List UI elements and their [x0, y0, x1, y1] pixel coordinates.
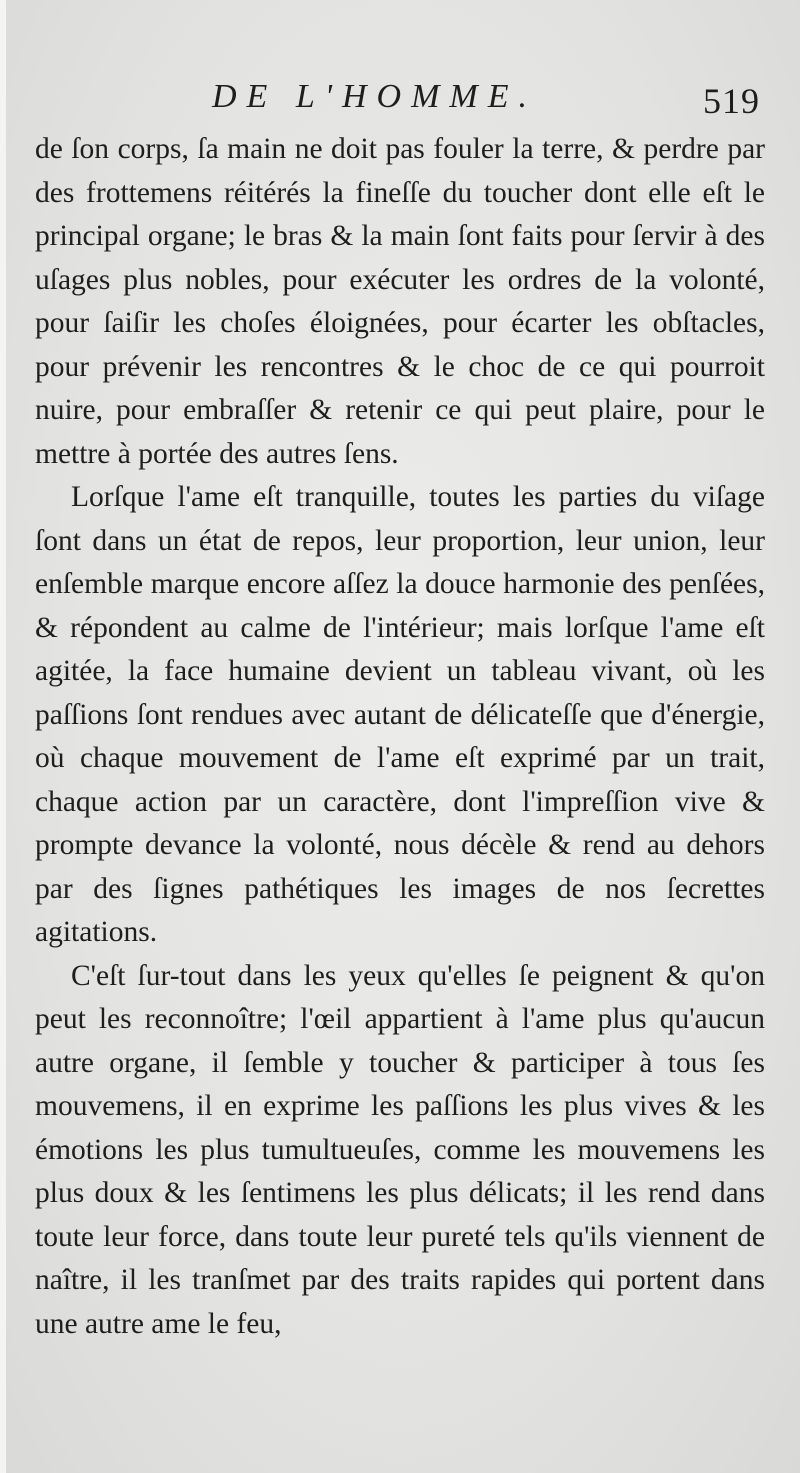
paragraph-3: C'eſt ſur-tout dans les yeux qu'elles ſe peignent & qu'on peut les reconnoître; l'œil appartient à l'ame plus qu'aucun autre organe, il ſemble y toucher & participer à tous ſes mouvemens, il en exprime les paſſions les plus vives & les émotions les plus tumultueuſes, comme les mouvemens les plus doux & les ſentimens les plus délicats; il les rend dans toute leur force, dans toute leur pureté tels qu'ils viennent de naître, il les tranſmet par des traits rapides qui portent dans une autre ame le feu,	[35, 959, 765, 1340]
page-number: 519	[703, 81, 760, 121]
running-title: DE L'HOMME.	[212, 78, 538, 115]
page-edge	[0, 0, 6, 1473]
paragraph-1: de ſon corps, ſa main ne doit pas fouler la terre, & perdre par des frottemens réitérés la fineſſe du toucher dont elle eſt le principal organe; le bras & la main ſont faits pour ſervir à des uſages plus nobles, pour exécuter les ordres de la volonté, pour ſaiſir les choſes éloignées, pour écarter les obſtacles, pour prévenir les rencontres & le choc de ce qui pourroit nuire, pour embraſſer & retenir ce qui peut plaire, pour le mettre à portée des autres ſens.	[35, 133, 765, 470]
body-text	[35, 128, 765, 1346]
page-header	[212, 78, 772, 126]
paragraph-2: Lorſque l'ame eſt tranquille, toutes les parties du viſage ſont dans un état de repos, leur proportion, leur union, leur enſemble marque encore aſſez la douce harmonie des penſées, & répondent au calme de l'intérieur; mais lorſque l'ame eſt agitée, la face humaine devient un tableau vivant, où les paſſions ſont rendues avec autant de délicateſſe que d'énergie, où chaque mouvement de l'ame eſt exprimé par un trait, chaque action par un caractère, dont l'impreſſion vive & prompte devance la volonté, nous décèle & rend au dehors par des ſignes pathétiques les images de nos ſecrettes agitations.	[35, 481, 765, 948]
